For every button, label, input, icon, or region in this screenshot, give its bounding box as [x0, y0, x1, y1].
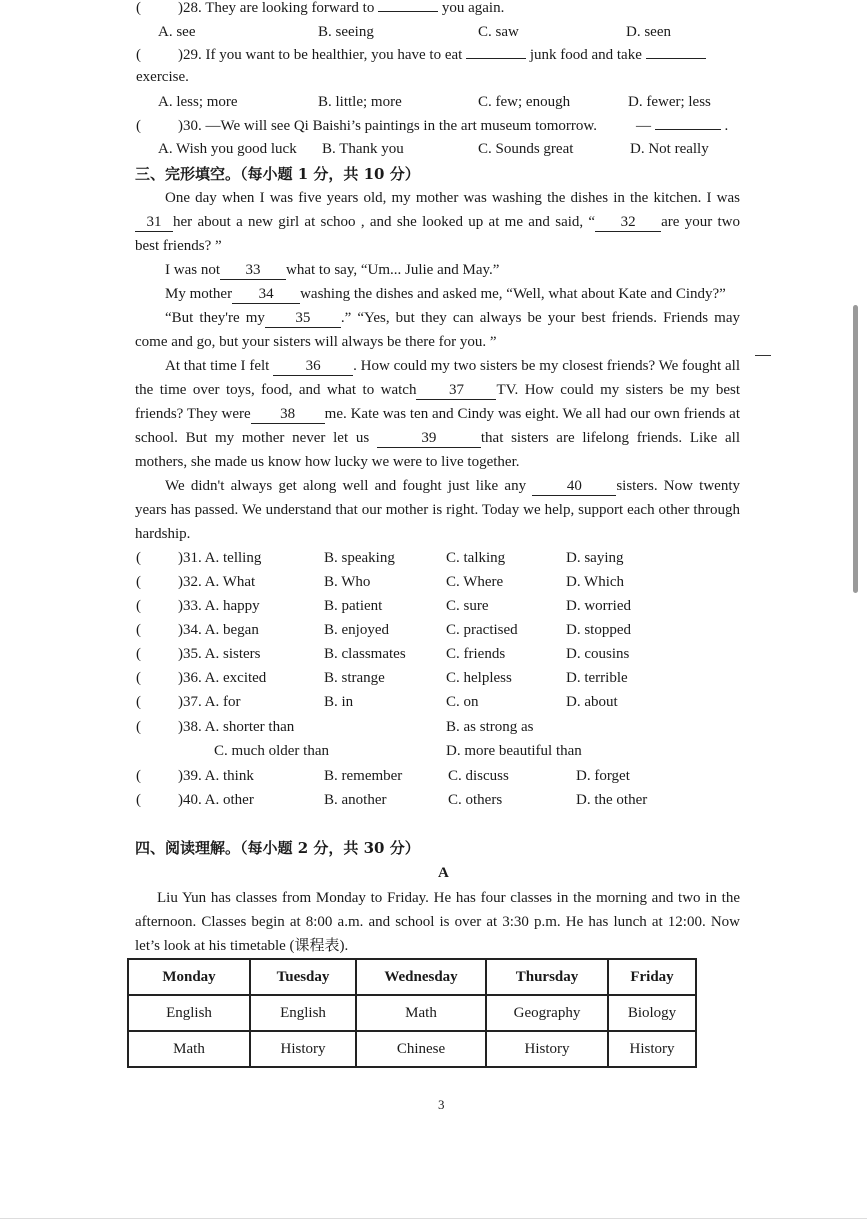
cloze-p5-text-d: me. Kate was ten and Cindy was eight. We all had our own friends at school. But my mother never let us	[135, 406, 740, 446]
q29-paren: (	[136, 47, 141, 63]
timetable-cell: Geography	[486, 995, 608, 1031]
timetable-cell: Chinese	[356, 1031, 486, 1067]
timetable	[127, 958, 697, 1068]
cloze-p4-text-b: .” “Yes, but they can always be your best friends. Friends may come and go, but your sisters will always be there for you. ”	[135, 310, 740, 350]
choice-paren: (	[136, 694, 141, 710]
cloze-p5-text-b: . How could my two sisters be my closest friends? We fought all the time over toys, food, and what to watch	[135, 358, 740, 398]
cloze-blank-39[interactable]: 39	[377, 429, 481, 448]
timetable-cell: History	[250, 1031, 356, 1067]
timetable-row	[128, 995, 696, 1031]
timetable-header-cell: Wednesday	[356, 959, 486, 995]
q30-option-c[interactable]: C. Sounds great	[478, 141, 574, 157]
cloze-p1-text-a: One day when I was five years old, my mother was washing the dishes in the kitchen. I was	[165, 190, 740, 206]
choice-option-d[interactable]: D. the other	[576, 792, 648, 808]
choice-option-a[interactable]: )32. A. What	[178, 574, 256, 590]
choice-option-d[interactable]: D. worried	[566, 598, 631, 614]
q29-stem	[178, 45, 706, 65]
q29-stem-a: )29. If you want to be healthier, you have to eat	[178, 47, 463, 63]
choice-option-d[interactable]: D. saying	[566, 550, 624, 566]
choice-option-c[interactable]: C. on	[446, 694, 479, 710]
choice-paren: (	[136, 792, 141, 808]
scrollbar-thumb[interactable]	[853, 305, 858, 593]
q30-stem: )30. —We will see Qi Baishi’s paintings in the art museum tomorrow.	[178, 118, 598, 134]
cloze-blank-31[interactable]: 31	[135, 213, 173, 232]
q30-option-a[interactable]: A. Wish you good luck	[158, 141, 297, 157]
cloze-blank-35[interactable]: 35	[265, 309, 341, 328]
timetable-cell: Math	[356, 995, 486, 1031]
choice-option-b[interactable]: B. Who	[324, 574, 371, 590]
q28-blank[interactable]	[378, 11, 438, 12]
choice-option-c[interactable]: C. practised	[446, 622, 518, 638]
q29-option-d[interactable]: D. fewer; less	[628, 94, 711, 110]
cloze-p5-text-e: that sisters are lifelong friends. Like all mothers, she made us know how lucky we were to live together.	[135, 430, 741, 470]
q28-stem-text: )28. They are looking forward to	[178, 0, 375, 16]
choice-option-c[interactable]: C. friends	[446, 646, 506, 662]
timetable-cell: Math	[128, 1031, 250, 1067]
section-4-heading: 四、阅读理解。（每小题 2 分，共 30 分）	[135, 839, 420, 857]
cloze-p2-text-a: I was not	[165, 262, 220, 278]
timetable-row	[128, 1031, 696, 1067]
choice-option-d[interactable]: D. cousins	[566, 646, 630, 662]
q28-option-d[interactable]: D. seen	[626, 24, 671, 40]
choice-option-b[interactable]: B. enjoyed	[324, 622, 389, 638]
choice-option-b[interactable]: B. patient	[324, 598, 383, 614]
choice-paren: (	[136, 550, 141, 566]
q29-option-b[interactable]: B. little; more	[318, 94, 402, 110]
cloze-paragraph-2	[135, 258, 740, 282]
timetable-header-row	[128, 959, 696, 995]
margin-dash	[755, 355, 771, 356]
choice-paren: (	[136, 598, 141, 614]
choice-option-a[interactable]: )35. A. sisters	[178, 646, 261, 662]
choice-option-a[interactable]: )34. A. began	[178, 622, 259, 638]
timetable-cell: English	[128, 995, 250, 1031]
q30-option-d[interactable]: D. Not really	[630, 141, 709, 157]
choice-option-b[interactable]: B. another	[324, 792, 387, 808]
q38-option-b[interactable]: B. as strong as	[446, 719, 534, 735]
choice-option-a[interactable]: )40. A. other	[178, 792, 254, 808]
choice-option-c[interactable]: C. others	[448, 792, 503, 808]
passage-a-body: Liu Yun has classes from Monday to Friday. He has four classes in the morning and two in the afternoon. Classes begin at 8:00 a.m. and school is over at 3:30 p.m. He has lunch at 12:00. Now let’s look at his timetable (课程表).	[135, 890, 740, 954]
timetable-header-cell: Friday	[608, 959, 696, 995]
q30-period: .	[724, 118, 729, 134]
cloze-paragraph-3	[135, 282, 740, 306]
cloze-p5-text-a: At that time I felt	[165, 358, 270, 374]
q29-option-a[interactable]: A. less; more	[158, 94, 238, 110]
choice-paren: (	[136, 574, 141, 590]
choice-option-c[interactable]: C. talking	[446, 550, 506, 566]
choice-option-b[interactable]: B. speaking	[324, 550, 395, 566]
timetable-header-cell: Tuesday	[250, 959, 356, 995]
choice-option-b[interactable]: B. in	[324, 694, 354, 710]
q30-dash: —	[636, 118, 651, 134]
q28-option-a[interactable]: A. see	[158, 24, 196, 40]
timetable-header-cell: Thursday	[486, 959, 608, 995]
choice-option-a[interactable]: )33. A. happy	[178, 598, 260, 614]
q28-stem	[178, 0, 504, 18]
choice-option-c[interactable]: C. discuss	[448, 768, 509, 784]
choice-option-a[interactable]: )36. A. excited	[178, 670, 267, 686]
choice-paren: (	[136, 768, 141, 784]
cloze-blank-40[interactable]: 40	[532, 477, 616, 496]
q30-blank[interactable]	[655, 129, 721, 130]
q38-option-a[interactable]: )38. A. shorter than	[178, 719, 295, 735]
q28-stem-end: you again.	[441, 0, 505, 16]
cloze-blank-36[interactable]: 36	[273, 357, 353, 376]
cloze-paragraph-6	[135, 474, 740, 546]
cloze-p4-text-a: “But they're my	[165, 310, 265, 326]
q29-blank-1[interactable]	[466, 58, 526, 59]
q30-paren: (	[136, 118, 141, 134]
cloze-paragraph-1	[135, 186, 740, 258]
choice-option-c[interactable]: C. Where	[446, 574, 504, 590]
choice-paren: (	[136, 646, 141, 662]
q29-stem-c: exercise.	[136, 69, 189, 85]
choice-option-d[interactable]: D. Which	[566, 574, 625, 590]
page-number: 3	[438, 1097, 445, 1112]
q29-stem-b: junk food and take	[529, 47, 642, 63]
cloze-p1-text-c: are your two best friends? ”	[135, 214, 740, 254]
q28-option-b[interactable]: B. seeing	[318, 24, 374, 40]
choice-option-a[interactable]: )39. A. think	[178, 768, 254, 784]
choice-paren: (	[136, 622, 141, 638]
timetable-cell: English	[250, 995, 356, 1031]
cloze-paragraph-5	[135, 354, 740, 474]
q38-paren: (	[136, 719, 141, 735]
cloze-p5-text-c: TV. How could my sisters be my best friends? They were	[135, 382, 740, 422]
q30-option-b[interactable]: B. Thank you	[322, 141, 404, 157]
cloze-p2-text-b: what to say, “Um... Julie and May.”	[286, 262, 500, 278]
choice-option-c[interactable]: C. sure	[446, 598, 489, 614]
timetable-cell: History	[486, 1031, 608, 1067]
choice-option-c[interactable]: C. helpless	[446, 670, 512, 686]
q29-option-c[interactable]: C. few; enough	[478, 94, 571, 110]
timetable-header-cell: Monday	[128, 959, 250, 995]
cloze-paragraph-4	[135, 306, 740, 354]
choice-option-d[interactable]: D. stopped	[566, 622, 631, 638]
cloze-p6-text-b: sisters. Now twenty years has passed. We understand that our mother is right. Today we help, support each other through hardship.	[135, 478, 740, 542]
q38-option-d[interactable]: D. more beautiful than	[446, 743, 582, 759]
timetable-cell: Biology	[608, 995, 696, 1031]
choice-option-d[interactable]: D. about	[566, 694, 618, 710]
q28-paren: (	[136, 0, 141, 16]
choice-option-b[interactable]: B. remember	[324, 768, 403, 784]
choice-option-d[interactable]: D. forget	[576, 768, 630, 784]
cloze-blank-32[interactable]: 32	[595, 213, 661, 232]
cloze-blank-34[interactable]: 34	[232, 285, 300, 304]
cloze-p3-text-a: My mother	[165, 286, 233, 302]
cloze-p1-text-b: her about a new girl at schoo , and she looked up at me and said, “	[173, 214, 596, 230]
q38-option-c[interactable]: C. much older than	[214, 743, 329, 759]
cloze-p3-text-b: washing the dishes and asked me, “Well, what about Kate and Cindy?”	[300, 286, 726, 302]
choice-option-a[interactable]: )37. A. for	[178, 694, 241, 710]
cloze-blank-37[interactable]: 37	[416, 381, 496, 400]
choice-option-d[interactable]: D. terrible	[566, 670, 628, 686]
passage-a-text	[135, 886, 740, 958]
q29-blank-2[interactable]	[646, 58, 706, 59]
choice-paren: (	[136, 670, 141, 686]
cloze-blank-38[interactable]: 38	[251, 405, 325, 424]
cloze-blank-33[interactable]: 33	[220, 261, 286, 280]
choice-option-b[interactable]: B. strange	[324, 670, 385, 686]
timetable-cell: History	[608, 1031, 696, 1067]
choice-option-a[interactable]: )31. A. telling	[178, 550, 262, 566]
section-3-heading: 三、完形填空。（每小题 1 分，共 10 分）	[135, 165, 420, 183]
choice-option-b[interactable]: B. classmates	[324, 646, 406, 662]
passage-letter: A	[438, 865, 449, 881]
q30-answer-line	[636, 116, 728, 136]
page-bottom-edge	[0, 1218, 867, 1219]
cloze-p6-text-a: We didn't always get along well and fought just like any	[165, 478, 527, 494]
q28-option-c[interactable]: C. saw	[478, 24, 519, 40]
